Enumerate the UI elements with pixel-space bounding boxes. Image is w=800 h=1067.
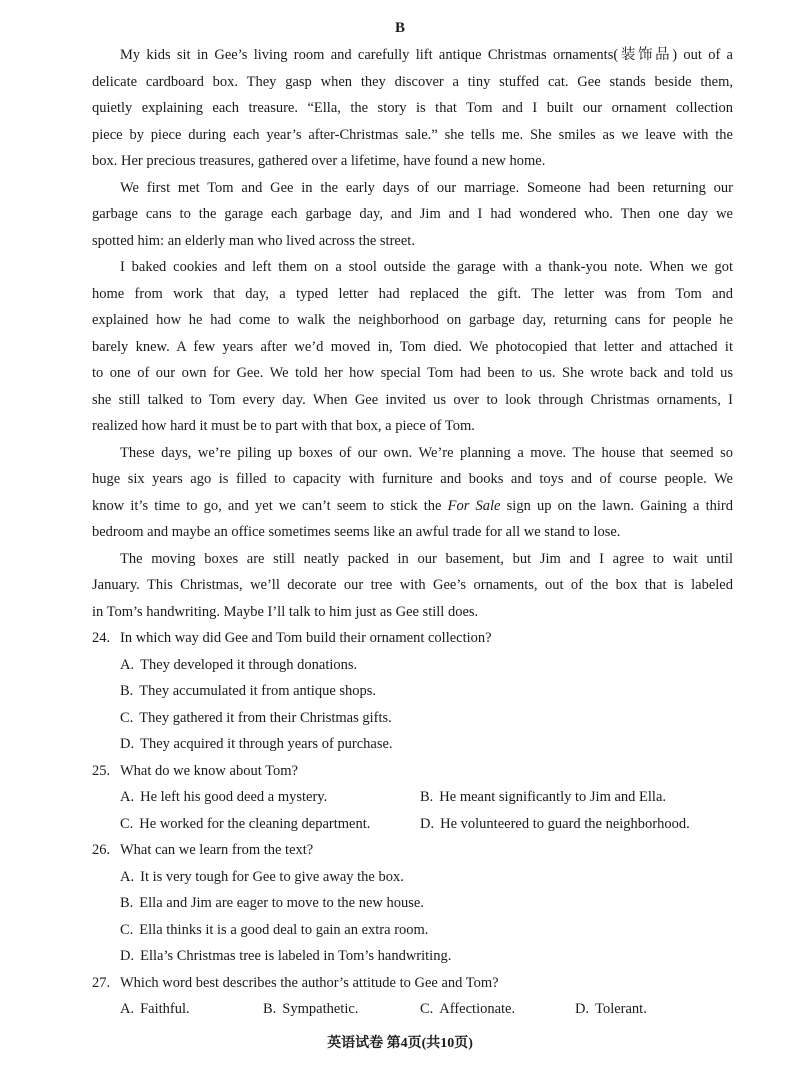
passage-line: realized how hard it must be to part with that box, a piece of Tom. <box>92 418 475 434</box>
passage-line <box>92 493 733 520</box>
question-stem: In which way did Gee and Tom build their ornament collection? <box>120 630 492 646</box>
option-d <box>575 996 647 1023</box>
option-text: Tolerant. <box>595 1001 647 1017</box>
option-label: C. <box>120 921 134 938</box>
option-label: B. <box>263 1001 277 1017</box>
option-label: C. <box>120 815 134 832</box>
option-c <box>420 996 515 1023</box>
question-stem: Which word best describes the author’s attitude to Gee and Tom? <box>120 974 499 991</box>
passage-line: The moving boxes are still neatly packed in our basement, but Jim and I agree to wait until <box>120 550 733 567</box>
passage-line: My kids sit in Gee’s living room and carefully lift antique Christmas ornaments(装饰品) out of a <box>120 47 733 63</box>
passage-line: quietly explaining each treasure. “Ella, the story is that Tom and I built our ornament collection <box>92 100 733 116</box>
passage-line: January. This Christmas, we’ll decorate our tree with Gee’s ornaments, out of the box that is labeled <box>92 577 733 593</box>
question-stem-row <box>92 758 733 785</box>
option-text: They acquired it through years of purchase. <box>140 736 393 752</box>
option-text: They developed it through donations. <box>140 656 358 673</box>
option-row <box>92 864 733 891</box>
option-label: D. <box>575 1001 590 1017</box>
question-27 <box>92 970 733 1023</box>
option-a <box>120 864 404 891</box>
option-b <box>263 996 358 1023</box>
option-row <box>92 652 733 679</box>
option-text: Ella thinks it is a good deal to gain an extra room. <box>139 921 429 938</box>
option-a <box>120 784 327 811</box>
content-area <box>92 42 733 1023</box>
question-number: 24. <box>92 630 111 646</box>
option-row <box>92 705 733 732</box>
option-row <box>92 943 733 970</box>
page-footer: 英语试卷 第4页(共10页) <box>327 1036 473 1051</box>
option-row <box>92 996 733 1023</box>
passage-line: home from work that day, a typed letter had replaced the gift. The letter was from Tom and <box>92 285 733 302</box>
passage-line: barely knew. A few years after we’d moved in, Tom died. We photocopied that letter and attached it <box>92 338 733 355</box>
option-label: D. <box>120 736 135 752</box>
question-number: 25. <box>92 762 111 779</box>
option-text: He meant significantly to Jim and Ella. <box>439 789 667 805</box>
passage-line: I baked cookies and left them on a stool outside the garage with a thank-you note. When we got <box>120 259 733 275</box>
passage-line: in Tom’s handwriting. Maybe I’ll talk to him just as Gee still does. <box>92 603 479 620</box>
option-text: He volunteered to guard the neighborhood. <box>440 815 690 832</box>
option-c <box>120 811 370 838</box>
passage-line: spotted him: an elderly man who lived across the street. <box>92 232 415 249</box>
question-stem-row <box>92 625 733 652</box>
question-stem: What can we learn from the text? <box>120 842 314 858</box>
question-number: 27. <box>92 974 111 991</box>
option-row <box>92 811 733 838</box>
option-row <box>92 784 733 811</box>
option-text: Affectionate. <box>439 1001 516 1017</box>
question-stem-row <box>92 970 733 997</box>
passage-line: delicate cardboard box. They gasp when they discover a tiny stuffed cat. Gee stands beside them, <box>92 73 733 90</box>
question-number: 26. <box>92 842 111 858</box>
option-row <box>92 678 733 705</box>
passage-paragraph <box>92 175 733 255</box>
option-label: D. <box>120 948 135 964</box>
option-text: They accumulated it from antique shops. <box>139 683 377 699</box>
option-text: They gathered it from their Christmas gifts. <box>139 709 392 726</box>
option-label: D. <box>420 815 435 832</box>
option-text: Ella and Jim are eager to move to the new house. <box>139 895 424 911</box>
question-stem: What do we know about Tom? <box>120 762 298 779</box>
option-a <box>120 996 190 1023</box>
option-text: Ella’s Christmas tree is labeled in Tom’s handwriting. <box>140 948 452 964</box>
passage-line: explained how he had come to walk the neighborhood on garbage day, returning cans for people he <box>92 312 733 328</box>
option-c <box>120 917 428 944</box>
option-label: A. <box>120 1001 135 1017</box>
option-d <box>420 811 690 838</box>
passage-paragraph <box>92 254 733 440</box>
passage-paragraph <box>92 42 733 175</box>
passage-text: sign up on the lawn. Gaining a third <box>500 497 733 514</box>
option-text: He left his good deed a mystery. <box>140 789 328 805</box>
section-label: B <box>394 20 405 36</box>
for-sale-italic-text: For Sale <box>447 497 501 514</box>
option-label: B. <box>420 789 434 805</box>
passage-line: huge six years ago is filled to capacity with furniture and books and toys and of course people. We <box>92 471 733 487</box>
option-label: B. <box>120 895 134 911</box>
option-b <box>420 784 666 811</box>
option-b <box>120 890 424 917</box>
option-b <box>120 678 376 705</box>
option-a <box>120 652 357 679</box>
option-c <box>120 705 392 732</box>
option-d <box>120 731 393 758</box>
passage-line: garbage cans to the garage each garbage day, and Jim and I had wondered who. Then one day we <box>92 206 733 222</box>
option-text: Faithful. <box>140 1001 190 1017</box>
option-row <box>92 917 733 944</box>
option-d <box>120 943 451 970</box>
option-label: A. <box>120 656 135 673</box>
passage-text: know it’s time to go, and yet we can’t seem to stick the <box>92 497 448 514</box>
option-label: B. <box>120 683 134 699</box>
passage-line: bedroom and maybe an office sometimes seems like an awful trade for all we stand to lose. <box>92 524 621 540</box>
question-26 <box>92 837 733 970</box>
passage-line: These days, we’re piling up boxes of our own. We’re planning a move. The house that seemed so <box>120 444 733 461</box>
passage-line: she still talked to Tom every day. When Gee invited us over to look through Christmas ornaments, I <box>92 391 733 408</box>
passage-line: We first met Tom and Gee in the early days of our marriage. Someone had been returning our <box>120 179 733 196</box>
option-text: He worked for the cleaning department. <box>139 815 371 832</box>
question-24 <box>92 625 733 758</box>
passage-paragraph <box>92 546 733 626</box>
option-row <box>92 890 733 917</box>
option-text: It is very tough for Gee to give away the box. <box>140 868 404 885</box>
passage-paragraph <box>92 440 733 546</box>
option-text: Sympathetic. <box>282 1001 359 1017</box>
question-stem-row <box>92 837 733 864</box>
passage-line: piece by piece during each year’s after-Christmas sale.” she tells me. She smiles as we leave with the <box>92 126 733 143</box>
option-label: C. <box>120 709 134 726</box>
option-label: A. <box>120 789 135 805</box>
passage-line: box. Her precious treasures, gathered over a lifetime, have found a new home. <box>92 153 546 169</box>
option-row <box>92 731 733 758</box>
question-25 <box>92 758 733 838</box>
passage-line: to one of our own for Gee. We told her how special Tom had been to us. She wrote back and told us <box>92 365 733 381</box>
option-label: C. <box>420 1001 434 1017</box>
option-label: A. <box>120 868 135 885</box>
